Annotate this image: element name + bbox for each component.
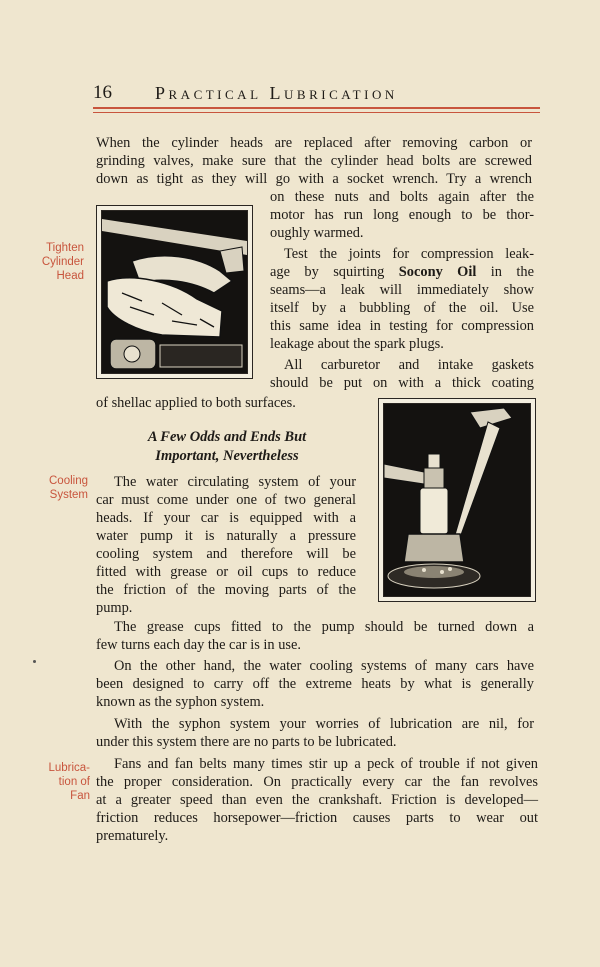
text-line: oughly warmed. xyxy=(270,225,364,241)
paragraph-grease-cups xyxy=(96,618,534,654)
text-line: On the other hand, the water cooling systems of many cars have xyxy=(114,658,534,674)
text-line: should be put on with a thick coating xyxy=(270,375,534,391)
margin-note-line: Lubrica- xyxy=(48,762,90,774)
text-line: this same idea in testing for compression xyxy=(270,318,534,334)
margin-note-tighten-cylinder-head xyxy=(20,241,84,283)
text-line: cooling system and therefore will be xyxy=(96,546,356,562)
text-line: When the cylinder heads are replaced after removing carbon or xyxy=(96,135,532,151)
text-line: car must come under one of two general xyxy=(96,492,356,508)
text-line: the friction of the moving parts of the xyxy=(96,582,356,598)
margin-note-line: Cooling xyxy=(49,475,88,487)
text-fragment: in the xyxy=(476,264,534,280)
margin-note-line: Cylinder xyxy=(41,256,84,268)
print-speck xyxy=(33,660,36,663)
margin-note-line: Fan xyxy=(70,790,90,802)
text-line: of shellac applied to both surfaces. xyxy=(96,395,296,411)
paragraph-cylinder-head-full xyxy=(96,134,532,188)
text-line: The water circulating system of your xyxy=(114,474,356,490)
section-heading-line: A Few Odds and Ends But xyxy=(147,429,307,445)
text-line: at a greater speed than even the crankshaft. Friction is developed— xyxy=(96,792,538,808)
running-title: Practical Lubrication xyxy=(155,83,398,103)
text-line: known as the syphon system. xyxy=(96,694,265,710)
paragraph-water-circulating xyxy=(96,473,356,617)
figure-cylinder-head xyxy=(96,205,253,379)
text-line: few turns each day the car is in use. xyxy=(96,637,301,653)
margin-note-line: tion of xyxy=(58,776,90,788)
margin-note-lubrication-of-fan xyxy=(20,761,90,803)
text-line: Test the joints for compression leak- xyxy=(284,246,534,262)
margin-note-line: System xyxy=(49,489,88,501)
text-line: heads. If your car is equipped with a xyxy=(96,510,356,526)
text-line: itself by a bubbling of the oil. Use xyxy=(270,300,534,316)
margin-note-line: Head xyxy=(56,270,84,282)
paragraph-compression-test xyxy=(270,245,534,353)
text-line: friction reduces horsepower—friction causes parts to wear out xyxy=(96,810,538,826)
text-line: down as tight as they will go with a socket wrench. Try a wrench xyxy=(96,171,532,187)
text-line: fitted with grease or oil cups to reduce xyxy=(96,564,356,580)
paragraph-syphon-system xyxy=(96,715,534,751)
paragraph-gaskets-full xyxy=(96,394,376,412)
product-name-bold: Socony Oil xyxy=(398,264,477,280)
text-line: water pump it is naturally a pressure xyxy=(96,528,356,544)
text-line: prematurely. xyxy=(96,828,169,844)
margin-note-line: Tighten xyxy=(46,242,84,254)
text-line: grinding valves, make sure that the cylinder head bolts are screwed xyxy=(96,153,532,169)
figure-spark-plug xyxy=(378,398,536,602)
text-line-with-bold xyxy=(270,263,534,281)
cylinder-head-wrench-illustration xyxy=(101,210,248,374)
paragraph-syphon-intro xyxy=(96,657,534,711)
text-line: motor has run long enough to be thor- xyxy=(270,207,534,223)
text-line: on these nuts and bolts again after the xyxy=(270,189,534,205)
margin-note-cooling-system xyxy=(20,474,88,502)
paragraph-gaskets-side xyxy=(270,356,534,392)
page-header xyxy=(93,82,540,108)
text-fragment: age by squirting xyxy=(270,264,399,280)
text-line: leakage about the spark plugs. xyxy=(270,336,444,352)
paragraph-fans-belts xyxy=(96,755,538,845)
text-line: With the syphon system your worries of lubrication are nil, for xyxy=(114,716,534,732)
text-line: The grease cups fitted to the pump should be turned down a xyxy=(114,619,534,635)
text-line: seams—a leak will immediately show xyxy=(270,282,534,298)
page-number: 16 xyxy=(93,82,112,103)
spark-plug-oil-can-illustration xyxy=(383,403,531,597)
text-line: been designed to carry off the extreme heats by what is generally xyxy=(96,676,534,692)
text-line: Fans and fan belts many times stir up a peck of trouble if not given xyxy=(114,756,538,772)
paragraph-cylinder-head-side xyxy=(270,188,534,242)
text-line: the proper consideration. On practically every car the fan revolves xyxy=(96,774,538,790)
text-line: All carburetor and intake gaskets xyxy=(284,357,534,373)
section-heading-line: Important, Nevertheless xyxy=(155,448,299,464)
text-line: under this system there are no parts to be lubricated. xyxy=(96,734,397,750)
text-line: pump. xyxy=(96,600,133,616)
header-rule-thin xyxy=(93,112,540,113)
header-rule-thick xyxy=(93,107,540,109)
section-heading xyxy=(113,428,341,466)
